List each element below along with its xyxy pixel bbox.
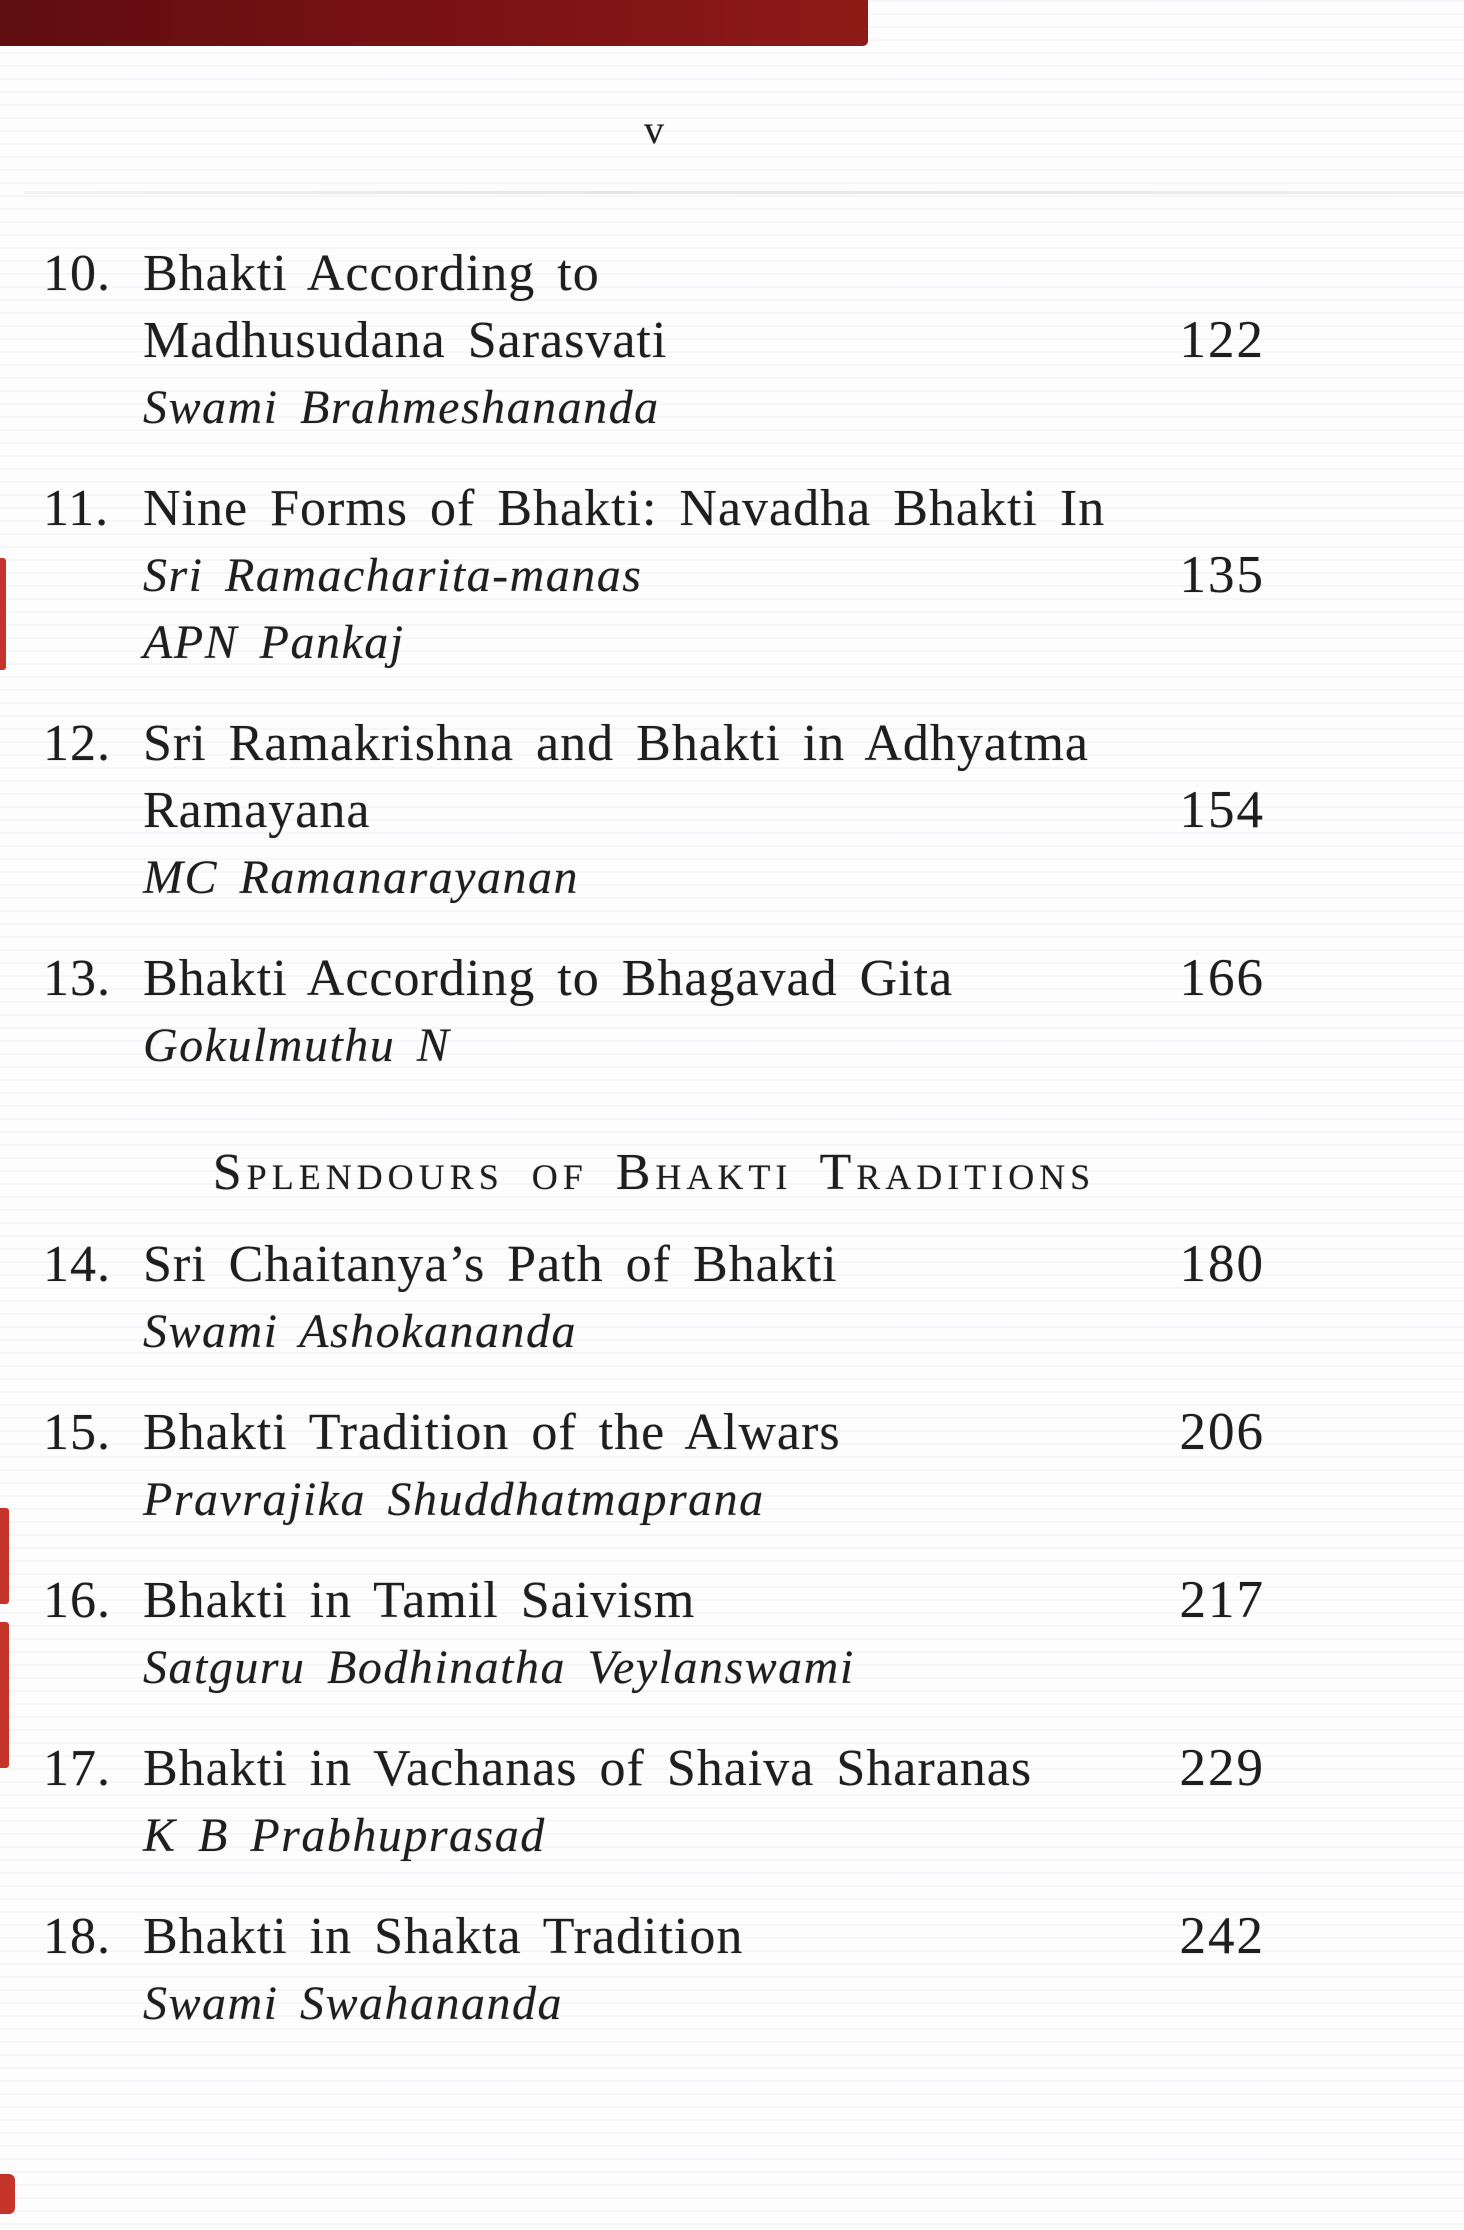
entry-title-block (143, 1399, 1265, 1533)
entry-author-line: Satguru Bodhinatha Veylanswami (143, 1641, 855, 1694)
toc-entry (43, 1231, 1265, 1365)
toc-entry (43, 1567, 1265, 1701)
entry-page-number: 166 (1179, 949, 1265, 1007)
entry-author-line: Sri Ramacharita-manas (143, 549, 643, 602)
entry-title-block (143, 1567, 1265, 1701)
entry-title-line: Bhakti According to (143, 245, 600, 302)
entry-page-number: 154 (1179, 781, 1265, 839)
scan-artifact-edge-mark (0, 1508, 9, 1604)
entry-number: 11. (43, 480, 110, 537)
entry-author-line: Swami Swahananda (143, 1977, 564, 2030)
entry-author-line: APN Pankaj (143, 616, 405, 669)
entry-number: 10. (43, 245, 111, 302)
entry-title-block (143, 945, 1265, 1079)
entry-title-block (143, 475, 1265, 676)
entry-title-line: Bhakti in Shakta Tradition (143, 1908, 744, 1965)
page-fold-line (24, 191, 1464, 194)
entry-title-line: Sri Ramakrishna and Bhakti in Adhyatma (143, 715, 1089, 772)
entry-title-block (143, 1735, 1265, 1869)
toc-entry (43, 710, 1265, 911)
entry-number: 17. (43, 1740, 111, 1797)
entry-title-line: Sri Chaitanya’s Path of Bhakti (143, 1236, 838, 1293)
entry-title-block (143, 1231, 1265, 1365)
entry-page-number: 206 (1179, 1403, 1265, 1461)
entry-title-line: Bhakti in Vachanas of Shaiva Sharanas (143, 1740, 1033, 1797)
entry-page-number: 229 (1179, 1739, 1265, 1797)
entry-author-line: Pravrajika Shuddhatmaprana (143, 1473, 765, 1526)
toc-entry (43, 945, 1265, 1079)
scan-artifact-edge-mark (0, 558, 6, 670)
table-of-contents (43, 240, 1265, 2071)
entry-title-block (143, 710, 1265, 911)
entry-page-number: 180 (1179, 1235, 1265, 1293)
entry-page-number: 242 (1179, 1907, 1265, 1965)
toc-entry (43, 1399, 1265, 1533)
toc-entry (43, 475, 1265, 676)
section-heading: Splendours of Bhakti Traditions (212, 1144, 1096, 1201)
entry-author-line: MC Ramanarayanan (143, 851, 579, 904)
toc-entry (43, 1735, 1265, 1869)
toc-entry (43, 240, 1265, 441)
entry-number: 14. (43, 1236, 111, 1293)
entry-number: 18. (43, 1908, 111, 1965)
scan-artifact-edge-mark (0, 2174, 15, 2214)
entry-author-line: K B Prabhuprasad (143, 1809, 546, 1862)
entry-title-line: Bhakti According to Bhagavad Gita (143, 950, 954, 1007)
entry-author-line: Gokulmuthu N (143, 1019, 451, 1072)
toc-entry (43, 1903, 1265, 2037)
entry-title-line: Bhakti Tradition of the Alwars (143, 1404, 841, 1461)
folio-page-number: v (644, 107, 664, 152)
entry-author-line: Swami Brahmeshananda (143, 381, 660, 434)
entry-page-number: 122 (1179, 311, 1265, 369)
entry-title-block (143, 1903, 1265, 2037)
entry-page-number: 217 (1179, 1571, 1265, 1629)
entry-number: 12. (43, 715, 111, 772)
entry-number: 15. (43, 1404, 111, 1461)
entry-title-block (143, 240, 1265, 441)
scan-artifact-top-bar (0, 0, 868, 46)
entry-number: 13. (43, 950, 111, 1007)
entry-title-line: Ramayana (143, 782, 371, 839)
scan-artifact-edge-mark (0, 1622, 9, 1768)
entry-title-line: Nine Forms of Bhakti: Navadha Bhakti In (143, 480, 1106, 537)
entry-author-line: Swami Ashokananda (143, 1305, 577, 1358)
entry-title-line: Madhusudana Sarasvati (143, 312, 668, 369)
entry-number: 16. (43, 1572, 111, 1629)
entry-page-number: 135 (1179, 546, 1265, 604)
entry-title-line: Bhakti in Tamil Saivism (143, 1572, 696, 1629)
